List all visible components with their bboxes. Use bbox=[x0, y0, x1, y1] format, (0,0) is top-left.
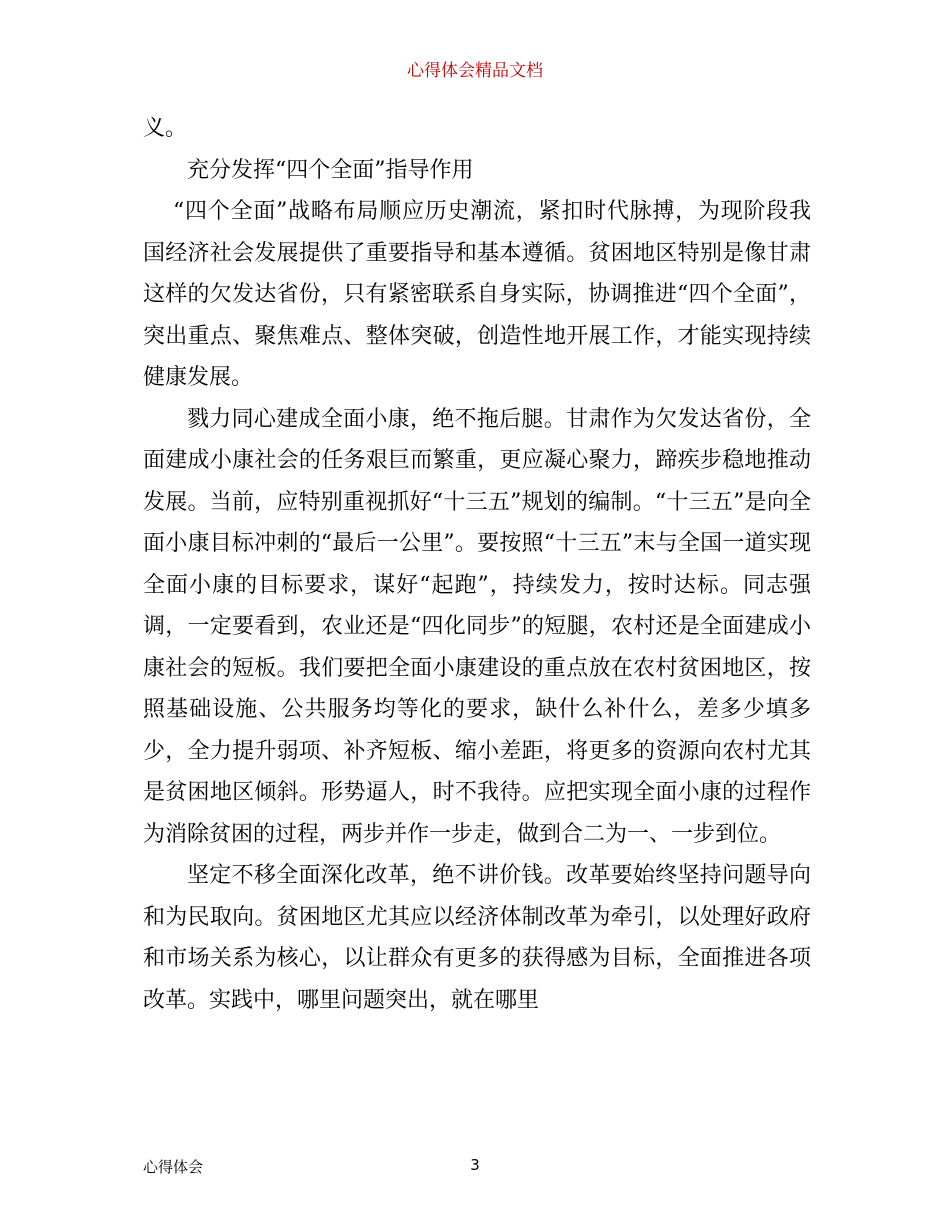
paragraph: “四个全面”战略布局顺应历史潮流，紧扣时代脉搏，为现阶段我国经济社会发展提供了重要指导和基本遵循。贫困地区特别是像甘肃这样的欠发达省份，只有紧密联系自身实际，协调推进“四个全面”，突出重点、聚焦难点、整体突破，创造性地开展工作，才能实现持续健康发展。 bbox=[143, 199, 811, 390]
paragraph: 坚定不移全面深化改革，绝不讲价钱。改革要始终坚持问题导向和为民取向。贫困地区尤其应以经济体制改革为牵引，以处理好政府和市场关系为核心，以让群众有更多的获得感为目标，全面推进各项改革。实践中，哪里问题突出，就在哪里 bbox=[143, 863, 811, 1013]
paragraph-continuation: 义。 bbox=[143, 116, 188, 141]
footer-label: 心得体会 bbox=[143, 1158, 204, 1176]
page-number: 3 bbox=[470, 1156, 480, 1174]
header-title: 心得体会精品文档 bbox=[407, 61, 543, 81]
section-heading: 充分发挥“四个全面”指导作用 bbox=[187, 157, 474, 183]
paragraph: 戮力同心建成全面小康，绝不拖后腿。甘肃作为欠发达省份，全面建成小康社会的任务艰巨而繁重，更应凝心聚力，蹄疾步稳地推动发展。当前，应特别重视抓好“十三五”规划的编制。“十三五”是向全面小康目标冲刺的“最后一公里”。要按照“十三五”末与全国一道实现全面小康的目标要求，谋好“起跑”，持续发力，按时达标。同志强调，一定要看到，农业还是“四化同步”的短腿，农村还是全面建成小康社会的短板。我们要把全面小康建设的重点放在农村贫困地区，按照基础设施、公共服务均等化的要求，缺什么补什么，差多少填多少，全力提升弱项、补齐短板、缩小差距，将更多的资源向农村尤其是贫困地区倾斜。形势逼人，时不我待。应把实现全面小康的过程作为消除贫困的过程，两步并作一步走，做到合二为一、一步到位。 bbox=[143, 406, 811, 847]
document-body bbox=[143, 108, 811, 1021]
